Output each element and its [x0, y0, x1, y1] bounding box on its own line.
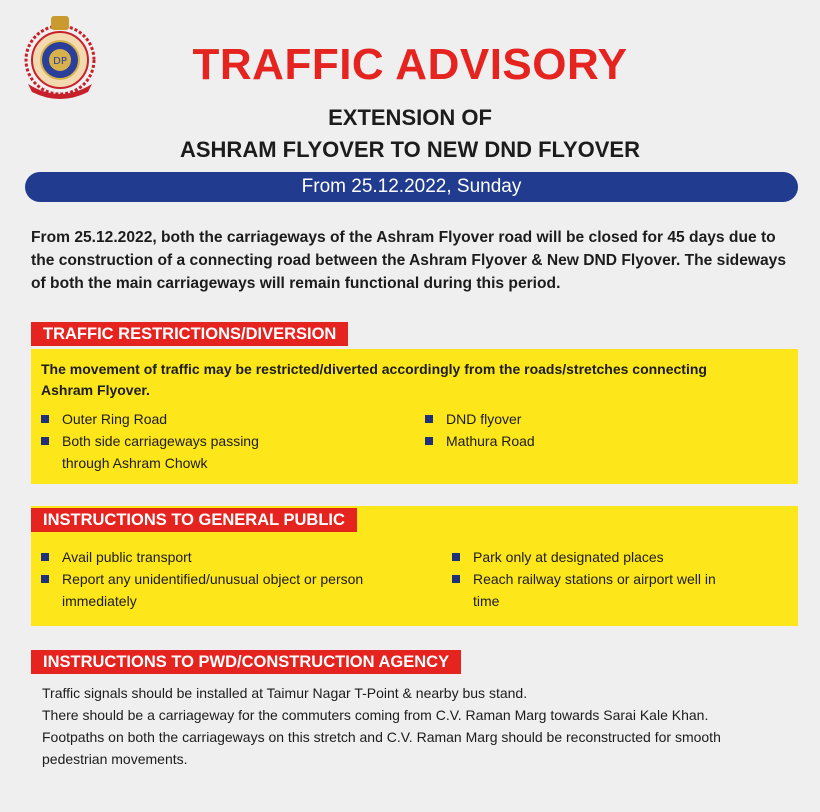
restrictions-panel — [31, 349, 798, 484]
list-item: Reach railway stations or airport well in time — [452, 568, 742, 612]
svg-text:DP: DP — [53, 56, 67, 67]
bullet-square-icon — [452, 575, 460, 583]
date-banner: From 25.12.2022, Sunday — [25, 172, 798, 202]
public-left-list — [41, 546, 411, 612]
restrictions-note: The movement of traffic may be restricted/diverted accordingly from the roads/stretches connecting Ashram Flyover. — [41, 361, 707, 398]
list-item: Outer Ring Road — [41, 408, 291, 430]
pwd-line-2: There should be a carriageway for the commuters coming from C.V. Raman Marg towards Sarai Kale Khan. — [42, 707, 709, 723]
list-item: Mathura Road — [425, 430, 725, 452]
pwd-heading: INSTRUCTIONS TO PWD/CONSTRUCTION AGENCY — [31, 650, 461, 674]
subtitle-line-1: EXTENSION OF — [328, 105, 492, 130]
bullet-square-icon — [41, 575, 49, 583]
public-heading: INSTRUCTIONS TO GENERAL PUBLIC — [31, 508, 357, 532]
list-item: Both side carriageways passing through Ashram Chowk — [41, 430, 291, 474]
list-item: Park only at designated places — [452, 546, 742, 568]
list-item: Avail public transport — [41, 546, 411, 568]
restrictions-right-list — [425, 408, 725, 452]
page-title: TRAFFIC ADVISORY — [192, 40, 628, 89]
restrictions-left-list — [41, 408, 291, 474]
pwd-line-1: Traffic signals should be installed at Taimur Nagar T-Point & nearby bus stand. — [42, 685, 528, 701]
bullet-square-icon — [41, 553, 49, 561]
bullet-square-icon — [41, 415, 49, 423]
public-right-list — [452, 546, 742, 612]
page-subtitle — [0, 102, 820, 166]
bullet-square-icon — [41, 437, 49, 445]
bullet-square-icon — [425, 437, 433, 445]
restrictions-heading: TRAFFIC RESTRICTIONS/DIVERSION — [31, 322, 348, 346]
pwd-instructions — [42, 682, 762, 770]
list-item: Report any unidentified/unusual object or person immediately — [41, 568, 411, 612]
bullet-square-icon — [452, 553, 460, 561]
intro-paragraph: From 25.12.2022, both the carriageways of the Ashram Flyover road will be closed for 45 days due to the construction of a connecting road between the Ashram Flyover & New DND Flyover. The sideways of both the main carriageways will remain functional during this period. — [31, 229, 787, 292]
pwd-line-3: Footpaths on both the carriageways on this stretch and C.V. Raman Marg should be reconstructed for smooth pedestrian movements. — [42, 729, 721, 767]
subtitle-line-2: ASHRAM FLYOVER TO NEW DND FLYOVER — [179, 137, 640, 162]
bullet-square-icon — [425, 415, 433, 423]
list-item: DND flyover — [425, 408, 725, 430]
